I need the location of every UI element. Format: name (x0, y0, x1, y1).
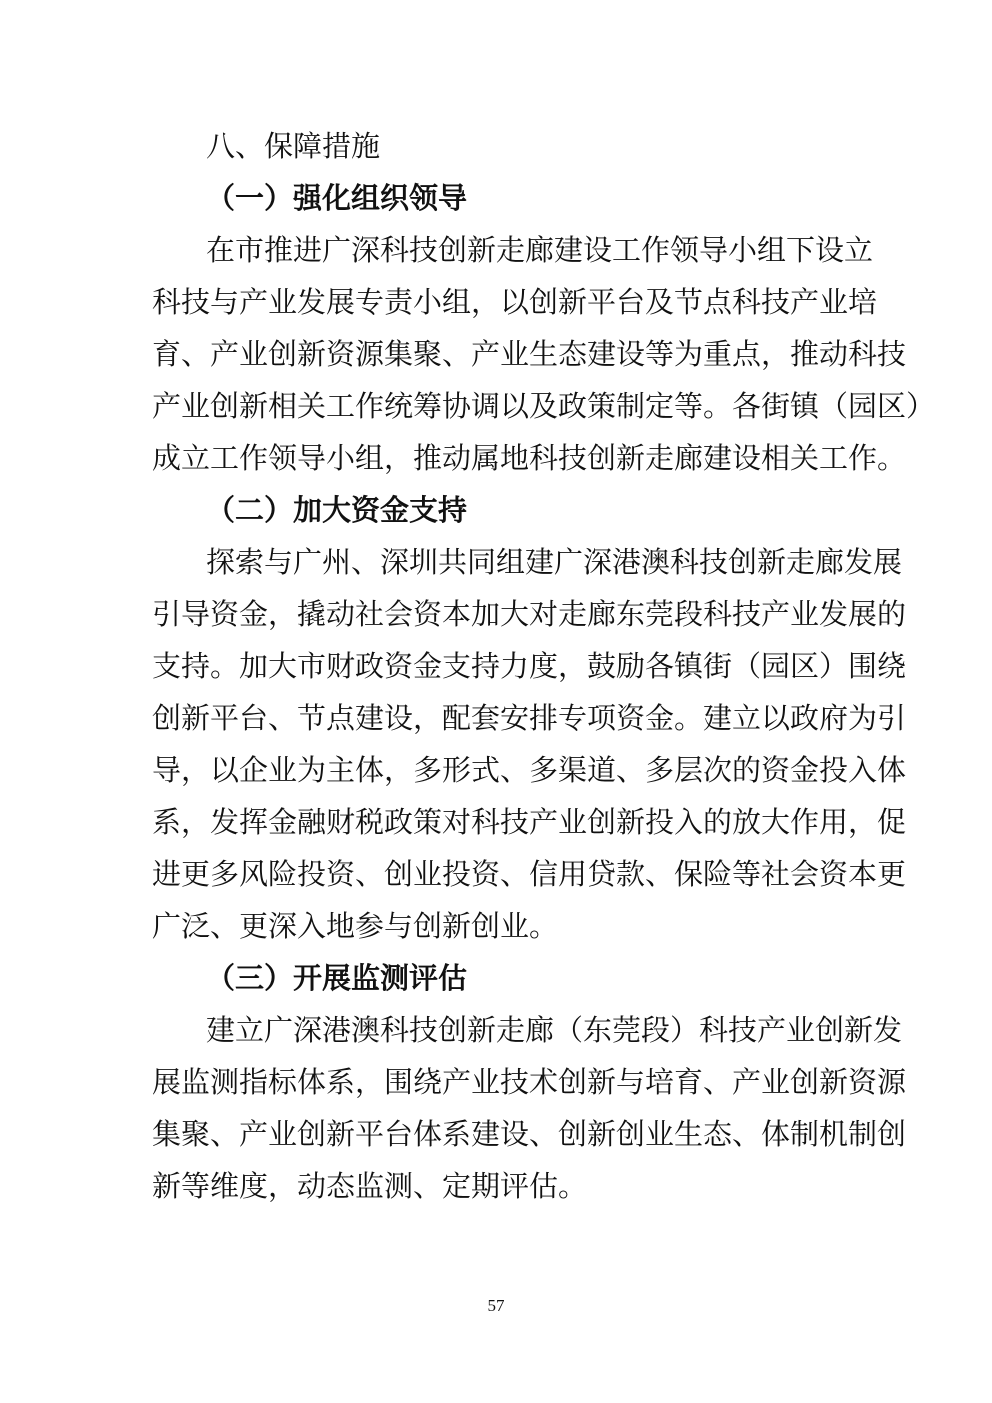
subsection-heading-1: （一）强化组织领导 (206, 181, 468, 215)
paragraph-line: 科技与产业发展专责小组，以创新平台及节点科技产业培 (152, 285, 878, 319)
paragraph-line: 展监测指标体系，围绕产业技术创新与培育、产业创新资源 (152, 1065, 907, 1099)
paragraph-line: 成立工作领导小组，推动属地科技创新走廊建设相关工作。 (152, 441, 907, 475)
paragraph-line: 探索与广州、深圳共同组建广深港澳科技创新走廊发展 (206, 545, 903, 579)
paragraph-line: 支持。加大市财政资金支持力度，鼓励各镇街（园区）围绕 (152, 649, 907, 683)
paragraph-line: 进更多风险投资、创业投资、信用贷款、保险等社会资本更 (152, 857, 907, 891)
paragraph-line: 集聚、产业创新平台体系建设、创新创业生态、体制机制创 (152, 1117, 907, 1151)
paragraph-line: 在市推进广深科技创新走廊建设工作领导小组下设立 (206, 233, 874, 267)
paragraph-line: 产业创新相关工作统筹协调以及政策制定等。各街镇（园区） (152, 389, 936, 423)
subsection-heading-2: （二）加大资金支持 (206, 493, 468, 527)
paragraph-line: 引导资金，撬动社会资本加大对走廊东莞段科技产业发展的 (152, 597, 907, 631)
paragraph-line: 建立广深港澳科技创新走廊（东莞段）科技产业创新发 (206, 1013, 903, 1047)
page-number: 57 (487, 1296, 505, 1315)
paragraph-line: 育、产业创新资源集聚、产业生态建设等为重点，推动科技 (152, 337, 907, 371)
paragraph-line: 新等维度，动态监测、定期评估。 (152, 1169, 588, 1203)
paragraph-line: 导，以企业为主体，多形式、多渠道、多层次的资金投入体 (152, 753, 907, 787)
subsection-heading-3: （三）开展监测评估 (206, 961, 468, 995)
section-title: 八、保障措施 (206, 129, 381, 163)
paragraph-line: 创新平台、节点建设，配套安排专项资金。建立以政府为引 (152, 701, 907, 735)
paragraph-line: 广泛、更深入地参与创新创业。 (152, 909, 559, 943)
paragraph-line: 系，发挥金融财税政策对科技产业创新投入的放大作用，促 (152, 805, 907, 839)
